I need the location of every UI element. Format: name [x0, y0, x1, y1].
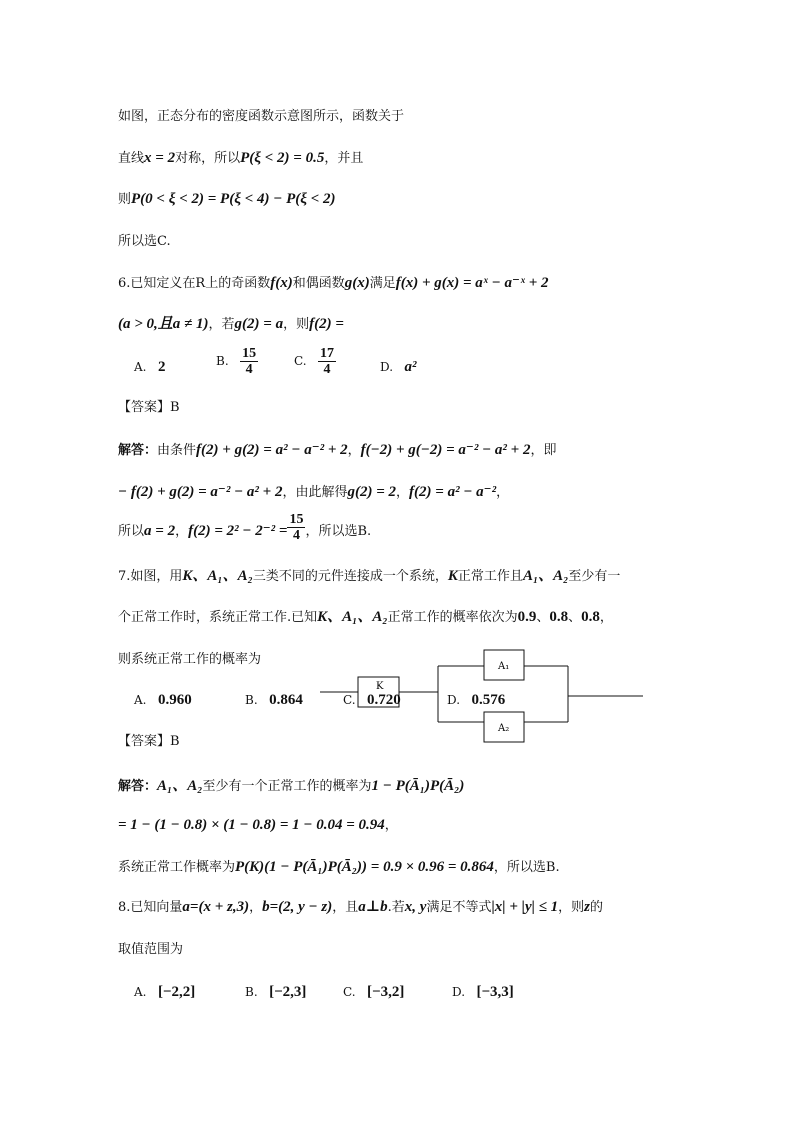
math: 0.720: [367, 692, 401, 708]
solution-label: 解答：: [118, 443, 158, 458]
option-label: D.: [447, 693, 461, 707]
denominator: 4: [292, 528, 300, 543]
text: ，: [496, 485, 510, 500]
q8-stem: [118, 940, 183, 960]
component-a2-label: A₂: [498, 723, 510, 734]
option-label: D.: [380, 360, 394, 374]
math: 0.864: [269, 692, 303, 708]
math: a²: [404, 359, 417, 375]
math: [−2,2]: [157, 984, 196, 1000]
numerator: 15: [242, 346, 257, 361]
q7-stem: [118, 566, 620, 587]
denominator: 4: [323, 362, 331, 377]
option-label: A.: [134, 985, 147, 999]
math: A₁、A₂: [522, 568, 569, 584]
text: 至少有一个正常工作的概率为: [202, 779, 372, 794]
math: K、A₁、A₂: [182, 568, 253, 584]
option-c: [294, 346, 336, 377]
solution-line: [118, 815, 398, 836]
text: ，由此解得: [282, 485, 348, 500]
math: 0.8: [581, 609, 600, 625]
text: 正常工作的概率依次为: [387, 610, 518, 625]
text: 三类不同的元件连接成一个系统，: [252, 569, 448, 584]
math: f(x): [270, 275, 293, 291]
text: ，所以选B.: [493, 860, 560, 875]
denominator: 4: [245, 362, 253, 377]
text: 满足不等式: [426, 900, 492, 915]
math: x, y: [404, 899, 427, 915]
q7-stem: [118, 650, 261, 670]
math: a = 2: [144, 523, 176, 539]
numerator: 15: [289, 512, 304, 527]
text: 对称，所以: [175, 151, 241, 166]
option-label: A.: [134, 693, 147, 707]
math: (a > 0,且a ≠ 1): [118, 316, 209, 332]
math: 2: [157, 359, 166, 375]
text: ，并且: [324, 151, 364, 166]
math: |x| + |y| ≤ 1: [491, 899, 559, 915]
option-c: [343, 982, 404, 1002]
math: f(2) =: [309, 316, 344, 332]
text: 则: [118, 192, 132, 207]
text: 【答案】B: [118, 734, 180, 749]
text: .若: [387, 900, 405, 915]
component-k-label: K: [376, 681, 384, 692]
text: 8.已知向量: [118, 900, 183, 915]
text: 至少有一: [568, 569, 621, 584]
text: 7.如图，用: [118, 569, 183, 584]
q7-stem: [118, 607, 613, 628]
q6-stem: [118, 314, 344, 335]
option-label: C.: [343, 693, 356, 707]
option-b: [245, 690, 303, 710]
text: 的: [590, 900, 604, 915]
math: a=(x + z,3): [182, 899, 250, 915]
math: [−3,3]: [476, 984, 514, 1000]
option-a: [134, 690, 192, 710]
math: g(2) = 2: [347, 484, 397, 500]
math: = 1 − (1 − 0.8) × (1 − 0.8) = 1 − 0.04 = 0.94: [118, 817, 385, 833]
option-label: C.: [343, 985, 356, 999]
q6-stem: [118, 273, 549, 294]
math: 1 − P(Ā₁)P(Ā₂): [371, 778, 465, 794]
paragraph-line: [118, 232, 171, 252]
text: 如图，正态分布的密度函数示意图所示，函数关于: [118, 109, 405, 124]
text: ，: [347, 443, 361, 458]
math: f(2) = a² − a⁻²: [409, 484, 497, 500]
text: 直线: [118, 151, 145, 166]
option-label: C.: [294, 354, 307, 368]
text: ，: [396, 485, 410, 500]
solution-label: 解答：: [118, 779, 158, 794]
text: 、: [568, 610, 582, 625]
math: P(ξ < 2) = 0.5: [240, 150, 325, 166]
math: K: [447, 568, 458, 584]
text: 所以选C.: [118, 234, 171, 249]
text: 和偶函数: [292, 276, 345, 291]
math: K、A₁、A₂: [317, 609, 388, 625]
text: 、: [536, 610, 550, 625]
text: ，若: [208, 317, 235, 332]
option-b: [245, 982, 306, 1002]
math: f(2) = 2² − 2⁻² =: [188, 523, 288, 539]
solution-line: [118, 857, 560, 878]
math: 0.576: [471, 692, 506, 708]
text: ，: [599, 610, 613, 625]
answer-label: [118, 398, 180, 418]
option-d: [452, 982, 514, 1002]
math: 0.8: [549, 609, 569, 625]
option-a: [134, 357, 165, 377]
solution-line: [118, 482, 509, 503]
text: ，即: [530, 443, 557, 458]
math: x = 2: [144, 150, 176, 166]
math: 0.9: [517, 609, 537, 625]
math: z: [584, 899, 590, 915]
text: ，: [249, 900, 263, 915]
option-c: [343, 690, 401, 710]
text: 满足: [369, 276, 396, 291]
math: g(x): [344, 275, 370, 291]
text: 【答案】B: [118, 400, 180, 415]
option-d: [447, 690, 505, 710]
option-label: B.: [216, 354, 229, 368]
math: A₁、A₂: [157, 778, 203, 794]
paragraph-line: [118, 189, 336, 210]
text: 系统正常工作概率为: [118, 860, 236, 875]
solution-line: [118, 512, 372, 543]
math: b=(2, y − z): [262, 899, 333, 915]
text: ，且: [332, 900, 359, 915]
answer-label: [118, 732, 180, 752]
option-label: B.: [245, 985, 258, 999]
option-label: D.: [452, 985, 466, 999]
text: ，: [175, 524, 189, 539]
text: ，: [384, 818, 398, 833]
option-label: B.: [245, 693, 258, 707]
math: g(2) = a: [234, 316, 284, 332]
fraction: [240, 346, 258, 377]
solution-line: [118, 776, 464, 797]
option-a: [134, 982, 195, 1002]
fraction: [287, 512, 305, 543]
text: 正常工作且: [457, 569, 523, 584]
solution-line: [118, 440, 557, 461]
math: a⊥b: [358, 899, 388, 915]
text: ，所以选B.: [305, 524, 372, 539]
text: ，则: [283, 317, 310, 332]
math: f(−2) + g(−2) = a⁻² − a² + 2: [360, 442, 531, 458]
text: 则系统正常工作的概率为: [118, 652, 262, 667]
q8-stem: [118, 897, 603, 918]
fraction: [318, 346, 336, 377]
math: − f(2) + g(2) = a⁻² − a² + 2: [118, 484, 283, 500]
text: 取值范围为: [118, 942, 184, 957]
option-b: [216, 346, 258, 377]
text: 所以: [118, 524, 145, 539]
math: P(K)(1 − P(Ā₁)P(Ā₂)) = 0.9 × 0.96 = 0.864: [235, 859, 494, 875]
math: [−2,3]: [269, 984, 307, 1000]
math: 0.960: [157, 692, 192, 708]
paragraph-line: [118, 148, 363, 169]
math: [−3,2]: [367, 984, 405, 1000]
component-a1-label: A₁: [498, 661, 510, 672]
option-d: [380, 357, 416, 377]
text: 由条件: [157, 443, 197, 458]
paragraph-line: [118, 107, 404, 127]
math: f(x) + g(x) = aˣ − a⁻ˣ + 2: [395, 275, 549, 291]
math: f(2) + g(2) = a² − a⁻² + 2: [196, 442, 348, 458]
text: 个正常工作时，系统正常工作.已知: [118, 610, 318, 625]
option-label: A.: [134, 360, 147, 374]
numerator: 17: [320, 346, 335, 361]
text: ，则: [558, 900, 585, 915]
math: P(0 < ξ < 2) = P(ξ < 4) − P(ξ < 2): [131, 191, 336, 207]
text: 6.已知定义在R上的奇函数: [118, 276, 271, 291]
